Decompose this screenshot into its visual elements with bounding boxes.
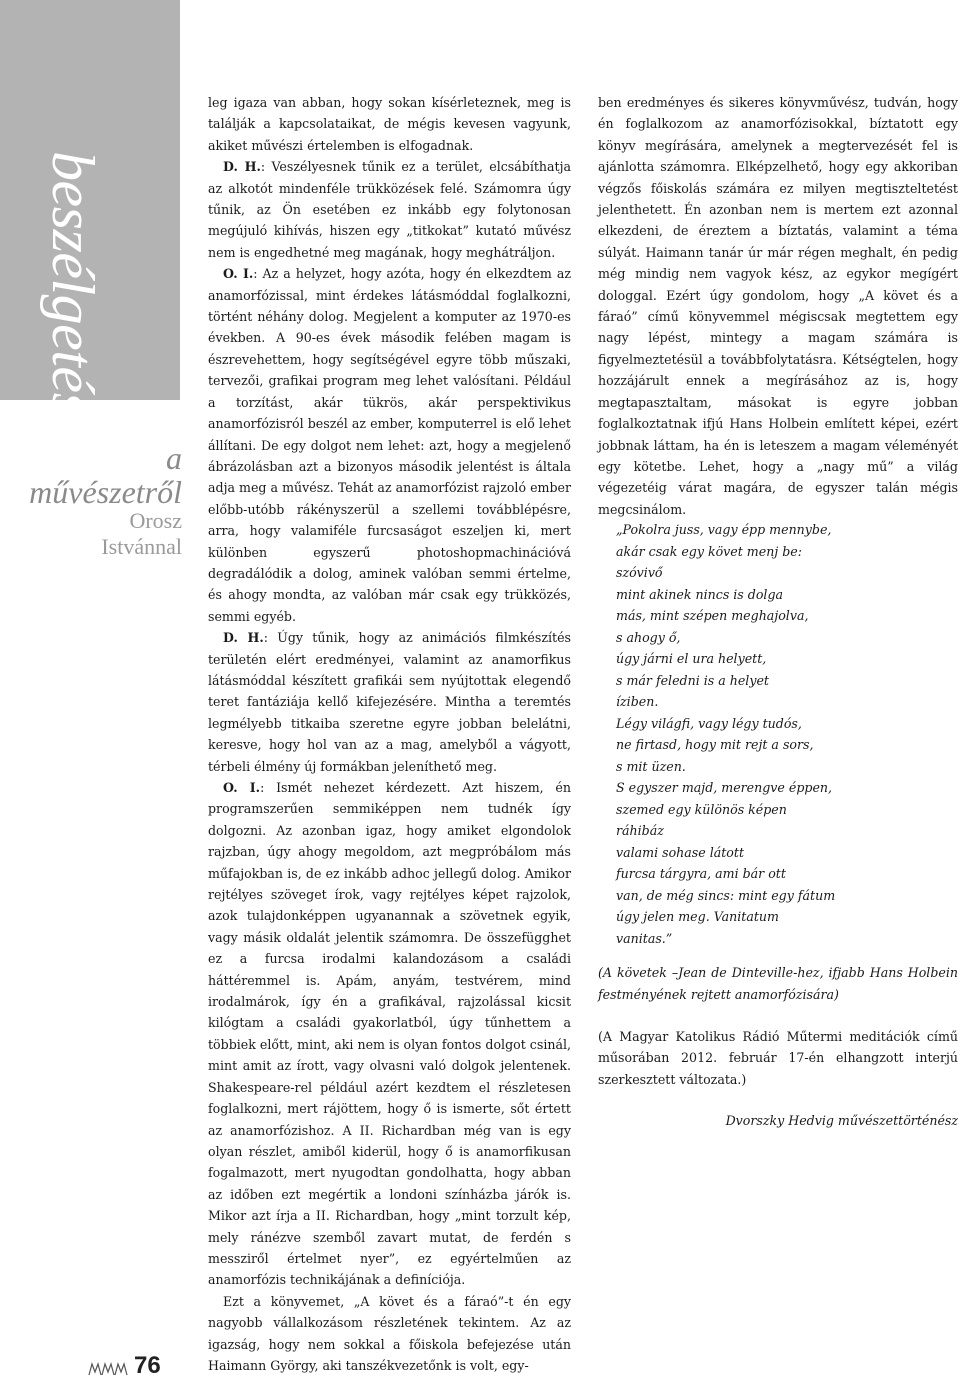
poem-line: furcsa tárgyra, ami bár ott <box>616 866 786 881</box>
speaker-label: D. H. <box>223 630 264 646</box>
paragraph: ben eredményes és sikeres könyvművész, tudván, hogy én foglalkozom az anamorfózisokkal, bíztatott egy könyv megírására, amelynek a megtervezését fel is ajánlotta számomra. Elképzelhető, hogy egy akkoriban végzős főiskolás számára ez milyen megtiszteltetést jelenthetett. Én azonban nem is mertem ezt azonnal elkezdeni, de éreztem a bíztatás, valamint a téma súlyát. Haimann tanár úr már régen meghalt, én pedig még mindig nem vagyok kész, az egykor megígért dologgal. Ezért úgy gondolom, hogy „A követ és a fáraó” című könyvemmel mégiscsak megtettem egy nagy lépést, mintegy a magam számára is figyelmeztetésül a továbbfolytatásra. Kétségtelen, hogy hozzájárult ennek a megírásához az is, hogy megtapasztaltam, másokat is egyre jobban foglalkoztatnak ifjú Hans Holbein említett képei, ezért jobbnak láttam, ha én is leteszem a magam véleményét egy kötetbe. Lehet, hogy a „nagy mű” a világ végezetéig várat magára, de egyszer talán mégis megcsinálom. <box>598 95 958 517</box>
source-note: (A Magyar Katolikus Rádió Műtermi meditációk című műsorában 2012. február 17-én elhangzott interjú szerkesztett változata.) <box>598 1029 958 1087</box>
poem-line: úgy jelen meg. Vanitatum <box>616 909 779 924</box>
poem-line: valami sohase látott <box>616 844 745 860</box>
author-signature: Dvorszky Hedvig művészettörténész <box>725 1113 958 1128</box>
sidebar-panel <box>0 0 180 468</box>
subtitle-line-3: Orosz <box>129 508 182 533</box>
poem-line: Légy világfi, vagy légy tudós, <box>616 715 802 731</box>
poem-line: íziben. <box>616 694 659 709</box>
poem-line: S egyszer majd, merengve éppen, <box>616 780 833 795</box>
poem-line: mint akinek nincs is dolga <box>616 586 784 602</box>
poem-line: ne firtasd, hogy mit rejt a sors, <box>616 737 814 752</box>
poem <box>616 519 916 949</box>
poem-line: s mit üzen. <box>616 758 686 774</box>
poem-line: s ahogy ő, <box>616 629 681 645</box>
paragraph: leg igaza van abban, hogy sokan kísérleteznek, meg is találják a kapcsolataikat, de mégis kevesen vagyunk, akiket művészi értelemben is elfogadnak. <box>208 95 571 153</box>
poem-line: „Pokolra juss, vagy épp mennybe, <box>616 522 832 537</box>
poem-line: szemed egy különös képen <box>616 801 787 817</box>
poem-line: van, de még sincs: mint egy fátum <box>616 887 836 903</box>
poem-line: s már feledni is a helyet <box>616 672 769 688</box>
poem-caption: (A követek –Jean de Dinteville-hez, ifjabb Hans Holbein festményének rejtett anamorfózisára) <box>598 965 958 1002</box>
speaker-label: O. I. <box>223 266 254 282</box>
page-number: 76 <box>134 1352 161 1379</box>
subtitle-line-4: Istvánnal <box>101 534 182 559</box>
poem-line: szóvivő <box>616 565 663 580</box>
paragraph: O. I.: Az a helyzet, hogy azóta, hogy én elkezdtem az anamorfózissal, mint érdekes látásmóddal foglalkozni, történt néhány dolog. Megjelent a komputer az 1970-es években. A 90-es évek második felében magam is észrevehettem, hogy segítségével egyre több műszaki, tervezői, grafikai program meg lehet valósítani. Például a torzítást, akár tükrös, akár perspektivikus anamorfózisról beszél az ember, komputerrel is elő lehet állítani. De egy dolgot nem lehet: azt, hogy a megjelenő ábrázolásban azt a bizonyos második jelentést is általa adja meg a művész. Tehát az anamorfózist rajzoló ember előbb-utóbb rákényszerül a szellemi továbblépésre, arra, hogy valamiféle furcsaságot eszeljen ki, mert különben egyszerű photoshopmachinációvá degradálódik a dolog, aminek valóban semmi értelme, és ahogy mondta, az valóban már csak egy trükközés, semmi egyéb. <box>208 266 571 624</box>
poem-line: akár csak egy követ menj be: <box>616 543 802 559</box>
poem-line: ráhibáz <box>616 823 664 838</box>
paragraph: D. H.: Veszélyesnek tűnik ez a terület, elcsábíthatja az alkotót mindenféle trükközések felé. Számomra úgy tűnik, az Ön esetében ez inkább egy folytonosan megújuló kihívás, hiszen egy „titkokat” kutató művész nem is engedhetné meg magának, hogy meghátráljon. <box>208 159 571 260</box>
speaker-label: O. I. <box>223 780 261 795</box>
subtitle-line-2: művészetről <box>29 474 182 510</box>
paragraph: Ezt a könyvemet, „A követ és a fáraó”-t én egy nagyobb vállalkozásom részletének tekintem. Az az igazság, hogy nem sokkal a főiskola befejezése után Haimann György, aki tanszékvezetőnk is volt, egy- <box>208 1293 571 1373</box>
poem-line: úgy járni el ura helyett, <box>616 651 767 666</box>
paragraph: D. H.: Úgy tűnik, hogy az animációs filmkészítés területén elért eredményei, valamint az anamorfikus látásmóddal készített grafikái sem nyújtottak elegendő teret fantáziája kellő kifejezésére. Mintha a teremtés legmélyebb titkaiba szeretne egyre jobban belelátni, keresve, hogy hol van az a mag, amelyből a vágyott, térbeli élmény új formákban jeleníthető meg. <box>208 630 571 774</box>
poem-line: más, mint szépen meghajolva, <box>616 608 809 623</box>
left-text-column <box>208 92 571 1376</box>
speaker-label: D. H. <box>223 159 261 175</box>
poem-line: vanitas.” <box>616 930 673 946</box>
paragraph: O. I.: Ismét nehezet kérdezett. Azt hiszem, én programszerűen semmiképpen nem tudnék így dolgozni. Az azonban igaz, hogy amiket elgondolok rajzban, úgy ahogy megoldom, azt megpróbálom más műfajokban is, de ez inkább adhoc jellegű dolog. Amikor rejtélyes szöveget írok, vagy rejtélyes képet rajzolok, azok tulajdonképpen ugyanannak a szövetnek egyik, vagy másik oldalát jelentik számomra. De összefügghet ez a furcsa irodalmi kalandozásom a családi háttéremmel is. Apám, anyám, testvérem, mind irodalmárok, így én a grafikával, rajzolással kicsit kilógtam a családi gyakorlatból, úgy tűnhettem a többiek előtt, mint, aki nem is olyan fontos dolgot csinál, mint amit az írott, vagy olvasni való dolgok jelentenek. Shakespeare-rel például azért kezdtem el részletesen foglalkozni, mert rájöttem, hogy ő is ismerte, sőt értett az anamorfózishoz. A II. Richardban még van is egy olyan részlet, amiből kiderül, hogy ő is anamorfikusan fogalmazott, mert nyugodtan gondolhatta, hogy abban az időben ezt megértik a londoni színházba járók is. Mikor azt írja a II. Richardban, hogy „mint torzult kép, mely ránézve szemből zavart mutat, de ferdén s messziről értelmet nyer”, ez egyértelműen az anamorfózis technikájának a definíciója. <box>208 780 571 1288</box>
subtitle-line-1: a <box>166 440 182 476</box>
right-text-column <box>598 92 958 520</box>
magazine-logo-icon <box>88 1362 128 1376</box>
vertical-series-title: beszélgetések <box>40 151 106 468</box>
